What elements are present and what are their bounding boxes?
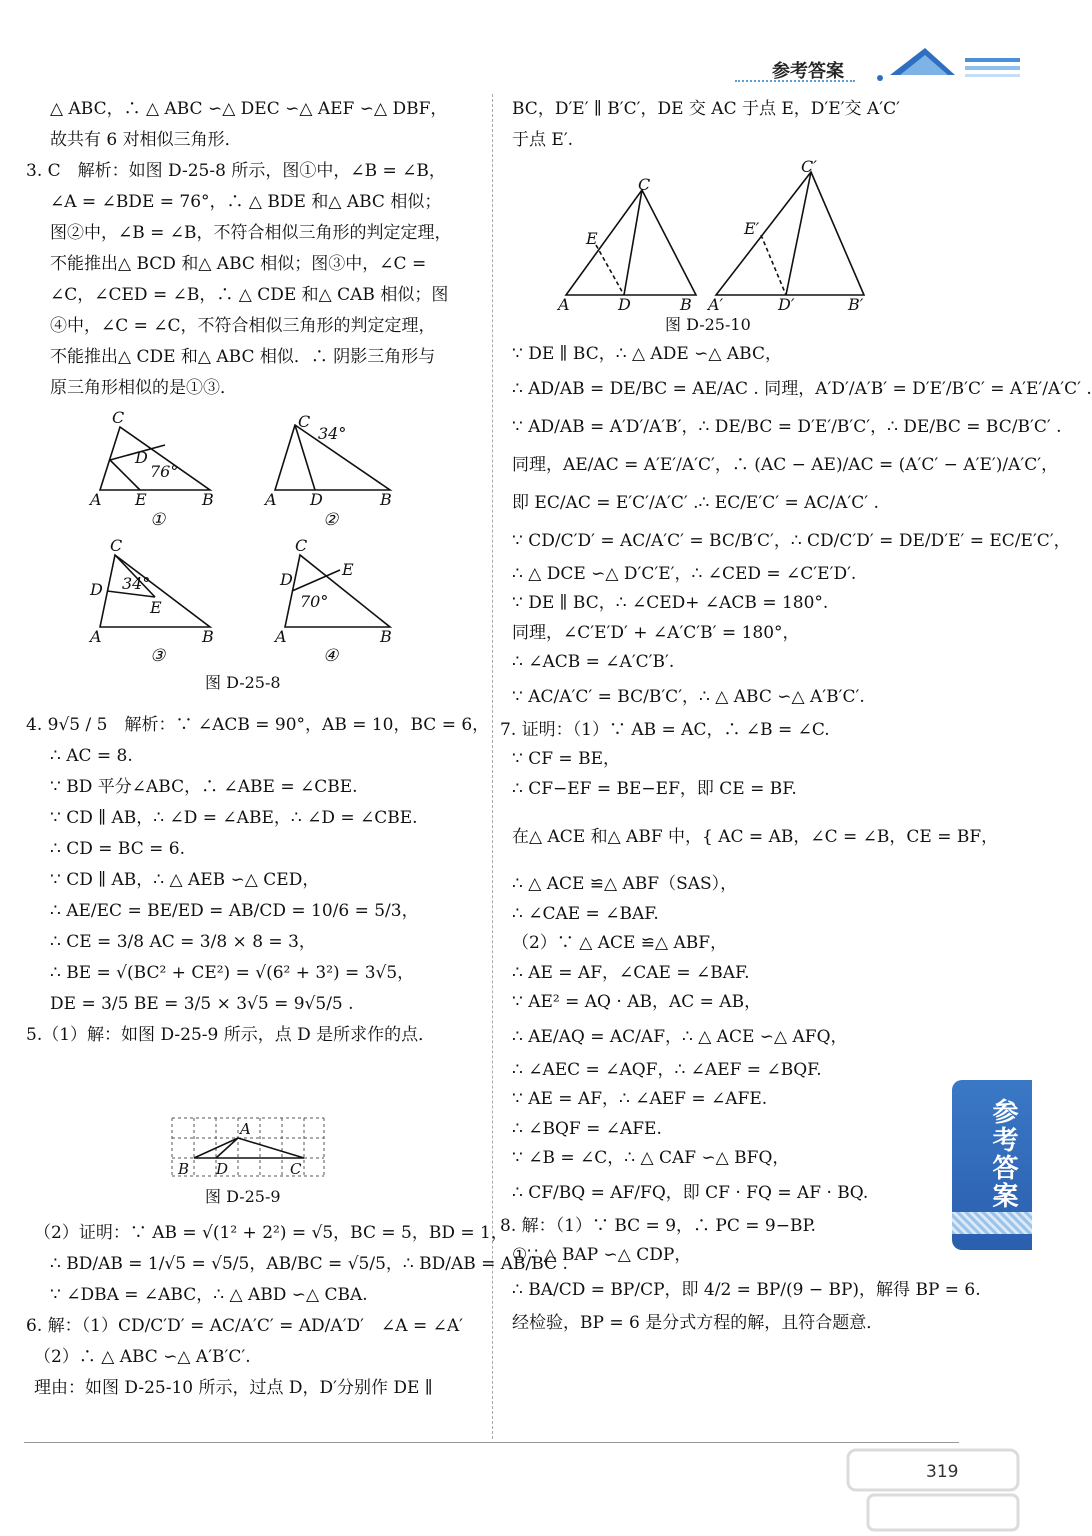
header-dotted-rule <box>735 80 855 82</box>
text-line: △ ABC，∴ △ ABC ∽△ DEC ∽△ AEF ∽△ DBF， <box>50 99 448 119</box>
svg-text:E: E <box>586 229 598 248</box>
text-line: ④中，∠C = ∠C，不符合相似三角形的判定定理， <box>50 316 436 336</box>
subfigure-label: ③ <box>150 646 166 666</box>
svg-text:C′: C′ <box>801 157 817 176</box>
text-line: ∠C，∠CED = ∠B，∴ △ CDE 和△ CAB 相似；图 <box>50 285 449 305</box>
svg-text:B: B <box>380 627 392 646</box>
text-line: 即 EC/AC = E′C′/A′C′ .∴ EC/E′C′ = AC/A′C′ . <box>512 492 879 513</box>
text-line: 同理，AE/AC = A′E′/A′C′，∴ (AC − AE)/AC = (A′C′ − A′E′)/A′C′， <box>512 454 1059 475</box>
svg-text:A: A <box>275 627 287 646</box>
figure-d25-10 <box>556 157 876 315</box>
svg-text:D: D <box>90 580 103 599</box>
svg-text:D′: D′ <box>778 295 795 314</box>
text-line: 于点 E′. <box>512 130 574 150</box>
text-line: 原三角形相似的是①③． <box>50 378 237 398</box>
svg-text:E′: E′ <box>744 219 760 238</box>
text-line: ∴ AE/EC = BE/ED = AB/CD = 10/6 = 5/3， <box>50 901 419 921</box>
text-line: 故共有 6 对相似三角形． <box>50 130 242 150</box>
text-line: ∴ CD = BC = 6. <box>50 839 185 859</box>
book-logo-icon <box>870 40 1020 90</box>
svg-text:E: E <box>342 560 354 579</box>
text-line: ∴ AE/AQ = AC/AF，∴ △ ACE ∽△ AFQ， <box>512 1026 848 1047</box>
text-line: ∴ CF−EF = BE−EF，即 CE = BF. <box>512 778 797 799</box>
text-line: BC，D′E′ ∥ B′C′，DE 交 AC 于点 E，D′E′交 A′C′ <box>512 99 900 119</box>
subfigure-label: ① <box>150 510 166 530</box>
svg-text:D: D <box>310 490 323 509</box>
text-line: ∴ CF/BQ = AF/FQ，即 CF · FQ = AF · BQ. <box>512 1182 869 1203</box>
svg-text:D: D <box>280 570 293 589</box>
svg-text:C: C <box>112 408 125 427</box>
header-title: 参考答案 <box>772 61 844 82</box>
svg-text:A: A <box>265 490 277 509</box>
svg-text:A: A <box>90 490 102 509</box>
text-line: 5.（1）解：如图 D-25-9 所示，点 D 是所求作的点． <box>26 1025 436 1045</box>
text-line: 理由：如图 D-25-10 所示，过点 D，D′分别作 DE ∥ <box>34 1378 433 1398</box>
svg-text:A: A <box>558 295 570 314</box>
text-line: 不能推出△ CDE 和△ ABC 相似．∴ 阴影三角形与 <box>50 347 436 367</box>
text-line: ∵ CF = BE， <box>512 749 620 769</box>
svg-text:C: C <box>290 1160 302 1178</box>
svg-text:D: D <box>216 1160 229 1178</box>
text-line: 3. C 解析：如图 D-25-8 所示，图①中，∠B = ∠B， <box>26 161 446 181</box>
text-line: ∵ AE = AF，∴ ∠AEF = ∠AFE. <box>512 1089 768 1109</box>
text-line: ∵ CD ∥ AB，∴ ∠D = ∠ABE，∴ ∠D = ∠CBE. <box>50 808 418 828</box>
text-line: 6. 解：（1）CD/C′D′ = AC/A′C′ = AD/A′D′ ∠A = ∠A′ <box>26 1316 463 1336</box>
svg-text:B: B <box>380 490 392 509</box>
left-column-top <box>26 94 474 404</box>
svg-text:A: A <box>240 1120 251 1138</box>
left-column-bottom <box>26 1218 568 1404</box>
subfigure-label: ② <box>323 510 339 530</box>
text-line: ∵ ∠B = ∠C，∴ △ CAF ∽△ BFQ， <box>512 1148 790 1168</box>
text-line: （2）∵ △ ACE ≌△ ABF， <box>512 933 728 953</box>
right-column-top <box>512 94 942 156</box>
text-line: ∴ CE = 3/8 AC = 3/8 × 8 = 3， <box>50 932 316 952</box>
text-line: ∴ ∠BQF = ∠AFE. <box>512 1118 662 1139</box>
page-number: 319 <box>926 1462 959 1482</box>
text-line: 4. 9√5 / 5 解析：∵ ∠ACB = 90°，AB = 10，BC = 6， <box>26 715 490 735</box>
figure-caption: 图 D-25-10 <box>665 315 751 334</box>
watermark-logo-icon <box>838 1440 1032 1536</box>
angle-label: 34° <box>318 424 347 443</box>
text-line: ∴ ∠AEC = ∠AQF，∴ ∠AEF = ∠BQF. <box>512 1059 822 1080</box>
text-line: ∵ CD ∥ AB，∴ △ AEB ∽△ CED， <box>50 870 320 890</box>
text-line: ∴ BD/AB = 1/√5 = √5/5，AB/BC = √5/5，∴ BD/AB = AB/BC . <box>50 1254 568 1274</box>
text-line: ∵ AD/AB = A′D′/A′B′，∴ DE/BC = D′E′/B′C′，∴ DE/BC = BC/B′C′ . <box>512 416 1062 437</box>
svg-text:B: B <box>202 490 214 509</box>
side-section-tab-label: 参考答案 <box>988 1098 1018 1210</box>
subfigure-label: ④ <box>323 646 339 666</box>
figure-d25-8 <box>80 405 440 665</box>
text-line: ∵ CD/C′D′ = AC/A′C′ = BC/B′C′，∴ CD/C′D′ = DE/D′E′ = EC/E′C′， <box>512 530 1071 551</box>
text-line: ∴ AE = AF，∠CAE = ∠BAF. <box>512 962 750 983</box>
svg-text:C: C <box>298 412 311 431</box>
text-line: 图②中，∠B = ∠B，不符合相似三角形的判定定理， <box>50 223 452 243</box>
text-line: DE = 3/5 BE = 3/5 × 3√5 = 9√5/5 . <box>50 994 354 1014</box>
figure-caption: 图 D-25-9 <box>205 1187 281 1206</box>
text-line: ∴ △ DCE ∽△ D′C′E′，∴ ∠CED = ∠C′E′D′. <box>512 563 857 584</box>
text-line: ∵ DE ∥ BC，∴ △ ADE ∽△ ABC， <box>512 344 782 364</box>
figure-d25-9 <box>168 1114 328 1184</box>
svg-text:C: C <box>295 536 308 555</box>
text-line: ∴ BA/CD = BP/CP，即 4/2 = BP/(9 − BP)，解得 BP = 6. <box>512 1279 981 1300</box>
text-line: ∵ AC/A′C′ = BC/B′C′，∴ △ ABC ∽△ A′B′C′. <box>512 686 865 707</box>
svg-text:E: E <box>135 490 147 509</box>
footer-rule <box>24 1442 959 1443</box>
text-line: （2）证明：∵ AB = √(1² + 2²) = √5，BC = 5，BD = 1， <box>34 1223 508 1243</box>
angle-label: 34° <box>122 574 151 593</box>
text-line: ①∵ △ BAP ∽△ CDP， <box>512 1245 692 1265</box>
text-line: ∴ AC = 8. <box>50 746 133 766</box>
text-line: ∵ ∠DBA = ∠ABC，∴ △ ABD ∽△ CBA. <box>50 1285 368 1305</box>
svg-text:D: D <box>618 295 631 314</box>
angle-label: 76° <box>150 462 179 481</box>
text-line: （2）∴ △ ABC ∽△ A′B′C′. <box>34 1347 251 1367</box>
text-line: ∵ BD 平分∠ABC，∴ ∠ABE = ∠CBE. <box>50 777 358 797</box>
text-line: ∵ AE² = AQ · AB，AC = AB， <box>512 992 762 1012</box>
text-line: 同理，∠C′E′D′ + ∠A′C′B′ = 180°， <box>512 622 800 643</box>
svg-text:B: B <box>680 295 692 314</box>
text-line: ∴ ∠CAE = ∠BAF. <box>512 903 659 924</box>
svg-text:C: C <box>638 175 651 194</box>
text-line: 不能推出△ BCD 和△ ABC 相似；图③中，∠C = <box>50 254 427 274</box>
svg-text:A′: A′ <box>708 295 724 314</box>
text-line: 7. 证明：（1）∵ AB = AC，∴ ∠B = ∠C. <box>500 719 830 740</box>
svg-text:D: D <box>135 448 148 467</box>
svg-text:A: A <box>90 627 102 646</box>
svg-text:C: C <box>110 536 123 555</box>
text-line: ∴ AD/AB = DE/BC = AE/AC . 同理，A′D′/A′B′ = D′E′/B′C′ = A′E′/A′C′ . <box>512 378 1092 399</box>
svg-text:B: B <box>178 1160 190 1178</box>
side-tab-stripes <box>952 1212 1032 1234</box>
svg-text:B: B <box>202 627 214 646</box>
left-column-middle <box>26 710 490 1051</box>
svg-text:E: E <box>150 598 162 617</box>
text-line: ∴ △ ACE ≌△ ABF（SAS）， <box>512 874 738 894</box>
text-line: 在△ ACE 和△ ABF 中，{ AC = AB，∠C = ∠B，CE = BF， <box>512 827 999 847</box>
text-line: ∴ ∠ACB = ∠A′C′B′. <box>512 652 675 672</box>
text-line: ∴ BE = √(BC² + CE²) = √(6² + 3²) = 3√5， <box>50 963 415 983</box>
text-line: 经检验，BP = 6 是分式方程的解，且符合题意． <box>512 1312 884 1333</box>
text-line: 8. 解：（1）∵ BC = 9，∴ PC = 9−BP. <box>500 1215 816 1236</box>
angle-label: 70° <box>300 592 329 611</box>
figure-caption: 图 D-25-8 <box>205 673 281 692</box>
svg-text:B′: B′ <box>848 295 864 314</box>
text-line: ∵ DE ∥ BC，∴ ∠CED+ ∠ACB = 180°. <box>512 593 829 613</box>
text-line: ∠A = ∠BDE = 76°，∴ △ BDE 和△ ABC 相似； <box>50 192 442 212</box>
